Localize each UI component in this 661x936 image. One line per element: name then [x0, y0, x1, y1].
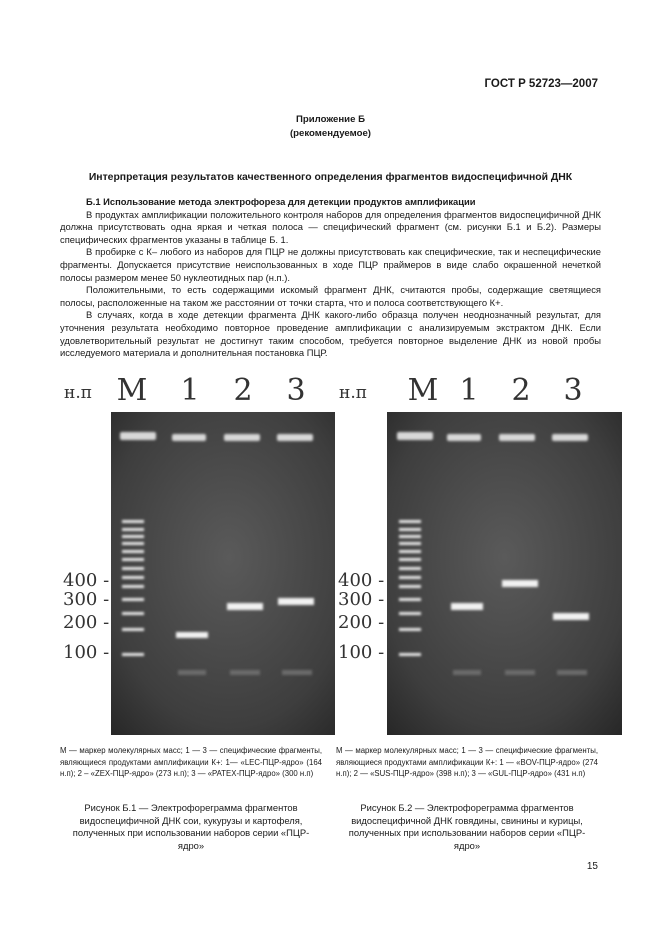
gel-image-b2 — [335, 370, 627, 740]
band-lane-3 — [553, 613, 589, 620]
lane-label-m: M — [407, 373, 439, 408]
lane-label-1: 1 — [180, 373, 200, 408]
section-title: Интерпретация результатов качественного определения фрагментов видоспецифичной ДНК — [88, 172, 573, 183]
body-text — [60, 196, 601, 360]
size-label-200: 200 - — [338, 612, 385, 633]
paragraph: В случаях, когда в ходе детекции фрагмента ДНК какого-либо образца получен неоднозначный результат, для уточнения результата необходимо повторное проведение амплификации с анализируемым экстрактом ДНК. Если удовлетворительный результат не достигнут таким способом, требуется повторное выделение ДНК из новой пробы исследуемого материала и дополнительная постановка ПЦР. — [60, 309, 601, 359]
lane-label-3: 3 — [286, 373, 306, 408]
lane-label-3: 3 — [563, 373, 583, 408]
lane-label-2: 2 — [511, 373, 531, 408]
size-label-400: 400 - — [338, 570, 385, 591]
size-label-300: 300 - — [63, 589, 110, 610]
band-lane-3 — [278, 598, 314, 605]
unit-label: н.п — [64, 383, 93, 403]
band-lane-1 — [451, 603, 483, 610]
size-label-200: 200 - — [63, 612, 110, 633]
figure-b1-legend: М — маркер молекулярных масс; 1 — 3 — специфические фрагменты, являющиеся продуктами амплификации К+: 1— «LEC-ПЦР-ядро» (164 н.п); 2 – «ZEX-ПЦР-ядро» (273 н.п); 3 — «PATEX-ПЦР-ядро» (300 н.п) — [60, 746, 322, 779]
figure-b2-legend: М — маркер молекулярных масс; 1 — 3 — специфические фрагменты, являющиеся продуктами амплификации К+: 1 — «BOV-ПЦР-ядро» (274 н.п); 2 — «SUS-ПЦР-ядро» (398 н.п); 3 — «GUL-ПЦР-ядро» (431 н.п) — [336, 746, 598, 779]
appendix-title: Приложение Б — [296, 114, 365, 125]
subsection-title: Б.1 Использование метода электрофореза для детекции продуктов амплификации — [86, 196, 476, 207]
standard-number: ГОСТ Р 52723—2007 — [484, 78, 598, 90]
band-lane-2 — [227, 603, 263, 610]
lane-label-1: 1 — [459, 373, 479, 408]
page-number: 15 — [586, 861, 598, 872]
primer-haze — [453, 670, 587, 675]
primer-haze — [178, 670, 312, 675]
size-label-100: 100 - — [63, 642, 110, 663]
size-label-300: 300 - — [338, 589, 385, 610]
lane-label-2: 2 — [233, 373, 253, 408]
gel-background — [111, 412, 347, 735]
lane-label-m: M — [116, 373, 148, 408]
paragraph: Положительными, то есть содержащими искомый фрагмент ДНК, считаются пробы, содержащие светящиеся полосы, расположенные на таком же расстоянии от точки старта, что и полоса соответствующего К+. — [60, 284, 601, 308]
appendix-subtitle: (рекомендуемое) — [289, 128, 371, 139]
gel-image-b1 — [60, 370, 352, 740]
paragraph: В пробирке с К– любого из наборов для ПЦР не должны присутствовать как специфические, так и неспецифические фрагменты. Допускается присутствие неиспользованных в ходе ПЦР праймеров в виде слабо окрашенной нечеткой полосы размером менее 50 нуклеотидных пар (н.п.). — [60, 246, 601, 283]
size-label-100: 100 - — [338, 642, 385, 663]
unit-label: н.п — [339, 383, 368, 403]
gel-figure-b1 — [60, 370, 352, 740]
band-lane-2 — [502, 580, 538, 587]
gel-background — [387, 412, 622, 735]
band-lane-1 — [176, 632, 208, 638]
appendix-heading — [0, 113, 661, 141]
figure-b1-caption: Рисунок Б.1 — Электрофореграмма фрагментов видоспецифичной ДНК сои, кукурузы и картофеля, полученных при использовании наборов серии «ПЦР-ядро» — [72, 802, 310, 851]
size-label-400: 400 - — [63, 570, 110, 591]
gel-figure-b2 — [335, 370, 627, 740]
paragraph: В продуктах амплификации положительного контроля наборов для определения фрагментов видоспецифичной ДНК должна присутствовать одна яркая и четкая полоса — специфический фрагмент (см. рисунки Б.1 и Б.2). Размеры специфических фрагментов указаны в таблице Б. 1. — [60, 208, 601, 245]
figure-b2-caption: Рисунок Б.2 — Электрофореграмма фрагментов видоспецифичной ДНК говядины, свинины и курицы, полученных при использовании наборов серии «ПЦР-ядро» — [348, 802, 586, 851]
